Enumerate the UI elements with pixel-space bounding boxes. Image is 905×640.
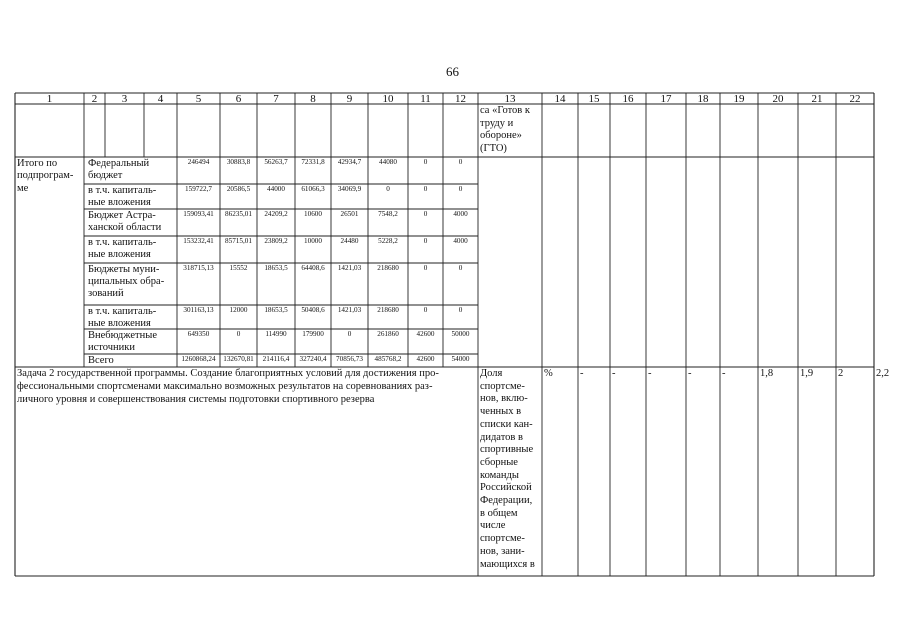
value-cell: 18653,5 [264,264,288,272]
task-value: - [688,368,692,379]
top-indicator-line: (ГТО) [480,142,507,154]
value-cell: 44000 [267,185,285,193]
summary-label-line: ме [17,182,29,194]
value-cell: 0 [423,185,428,193]
value-cell: 218680 [377,264,399,272]
col-header: 2 [91,92,98,105]
value-cell: 0 [236,330,241,338]
value-cell: 30883,8 [226,158,251,166]
task-indicator-line: списки кан- [480,418,533,430]
task-indicator-line: ченных в [480,406,522,418]
value-cell: 0 [423,237,428,245]
task-text-line: Задача 2 государственной программы. Создание благоприятных условий для достижения про- [17,368,439,379]
col-header: 3 [121,92,128,105]
value-cell: 1421,03 [337,264,362,272]
col-header: 19 [733,92,745,105]
value-cell: 159722,7 [185,185,212,193]
col-header: 5 [195,92,202,105]
value-cell: 44080 [379,158,397,166]
top-indicator-line: обороне» [480,130,522,142]
task-value: - [722,368,726,379]
value-cell: 4000 [453,210,468,218]
source-line: ханской области [88,221,162,233]
value-cell: 0 [386,185,390,193]
value-cell: 10000 [304,237,322,245]
value-cell: 0 [458,185,463,193]
task-value: 2,2 [876,368,890,379]
value-cell: 23809,2 [264,237,288,245]
col-header: 17 [660,92,672,105]
source-line: зований [88,287,124,299]
task-text-line: фессиональными спортсменами максимально возможных результатов на соревнованиях раз- [17,380,433,392]
value-cell: 318715,13 [183,264,214,272]
value-cell: 246494 [187,158,210,166]
task-value: 1,9 [800,368,814,379]
value-cell: 0 [458,306,463,314]
task-indicator-line: дидатов в [480,431,523,443]
source-line: Федеральный [88,157,150,169]
col-header: 8 [310,92,316,105]
source-line: Всего [88,354,114,366]
source-line: Внебюджетные [88,329,157,341]
task-indicator-line: Федерации, [480,495,533,506]
value-cell: 54000 [451,355,470,363]
value-cell: 261860 [377,330,399,338]
task-value: 2 [838,368,844,379]
value-cell: 179900 [302,330,324,338]
value-cell: 7548,2 [378,210,398,218]
task-value: 1,8 [760,368,774,379]
col-header: 22 [849,92,861,105]
col-header: 9 [346,92,353,105]
top-indicator-line: са «Готов к [480,105,530,116]
task-value: - [648,368,652,379]
value-cell: 5228,2 [378,237,398,245]
col-header: 6 [235,92,242,105]
value-cell: 0 [423,210,428,218]
value-cell: 214116,4 [262,355,290,363]
col-header: 1 [46,92,53,105]
col-header: 10 [382,92,394,105]
value-cell: 327240,4 [299,355,327,363]
value-cell: 86235,01 [225,210,252,218]
task-indicator-line: нов, вклю- [480,393,528,405]
value-cell: 0 [423,264,428,272]
value-cell: 85715,01 [225,237,252,245]
task-unit: % [544,368,553,379]
col-header: 21 [811,92,823,105]
source-line: в т.ч. капиталь- [88,305,157,317]
task-indicator-line: спортсме- [480,380,525,392]
task-text-line: личного уровня и совершенствования системы подготовки спортивного резерва [17,393,375,405]
task-value: - [612,368,616,379]
value-cell: 15552 [229,264,248,272]
source-line: ные вложения [88,248,151,260]
col-header: 12 [455,92,466,105]
task-indicator-line: спортивные [480,444,534,456]
value-cell: 132670,81 [223,355,254,363]
value-cell: 1260868,24 [181,355,216,363]
value-cell: 0 [458,264,463,272]
value-cell: 42934,7 [337,158,362,166]
task-indicator-line: нов, зани- [480,545,525,557]
col-header: 15 [588,92,600,105]
value-cell: 56263,7 [264,158,288,166]
value-cell: 153232,41 [183,237,214,245]
value-cell: 42600 [416,355,435,363]
value-cell: 0 [458,158,463,166]
col-header: 13 [504,92,516,105]
col-header: 7 [273,92,279,105]
value-cell: 1421,03 [337,306,362,314]
summary-label-line: подпрограм- [17,170,74,182]
page-number: 66 [446,64,459,79]
col-header: 20 [772,92,784,105]
source-line: Бюджет Астра- [88,209,156,221]
value-cell: 114990 [265,330,287,338]
value-cell: 42600 [416,330,435,338]
source-line: Бюджеты муни- [88,263,160,275]
value-cell: 50000 [451,330,470,338]
col-header: 11 [420,92,431,105]
value-cell: 10600 [304,210,322,218]
source-line: ципальных обра- [88,275,165,287]
value-cell: 4000 [453,237,468,245]
task-indicator-line: Доля [480,368,503,379]
value-cell: 12000 [229,306,248,314]
value-cell: 649350 [187,330,210,338]
source-line: в т.ч. капиталь- [88,184,157,196]
value-cell: 34069,9 [337,185,362,193]
col-header: 14 [554,92,566,105]
value-cell: 159093,41 [183,210,214,218]
summary-label-line: Итого по [17,158,58,169]
task-indicator-line: в общем [480,507,518,519]
value-cell: 0 [423,158,428,166]
source-line: источники [88,341,135,353]
value-cell: 61066,3 [301,185,325,193]
value-cell: 485768,2 [374,355,402,363]
value-cell: 24480 [340,237,359,245]
value-cell: 70856,73 [336,355,363,363]
value-cell: 0 [347,330,352,338]
value-cell: 72331,8 [301,158,325,166]
value-cell: 64408,6 [301,264,325,272]
task-indicator-line: числе [480,520,506,532]
task-indicator-line: Российской [480,482,532,494]
task-indicator-line: мающихся в [480,558,535,570]
value-cell: 50408,6 [301,306,325,314]
value-cell: 18653,5 [264,306,288,314]
value-cell: 20586,5 [226,185,251,193]
value-cell: 0 [423,306,428,314]
col-header: 18 [697,92,709,105]
task-indicator-line: спортсме- [480,533,525,545]
value-cell: 26501 [340,210,359,218]
col-header: 4 [157,92,164,105]
source-line: в т.ч. капиталь- [88,236,157,248]
col-header: 16 [622,92,634,105]
task-indicator-line: сборные [480,456,518,468]
value-cell: 218680 [377,306,399,314]
source-line: ные вложения [88,196,151,208]
task-value: - [580,368,584,379]
source-line: бюджет [88,169,123,181]
task-indicator-line: команды [480,469,519,481]
source-line: ные вложения [88,317,151,329]
top-indicator-line: труду и [480,117,514,129]
value-cell: 24209,2 [264,210,288,218]
value-cell: 301163,13 [183,306,214,314]
